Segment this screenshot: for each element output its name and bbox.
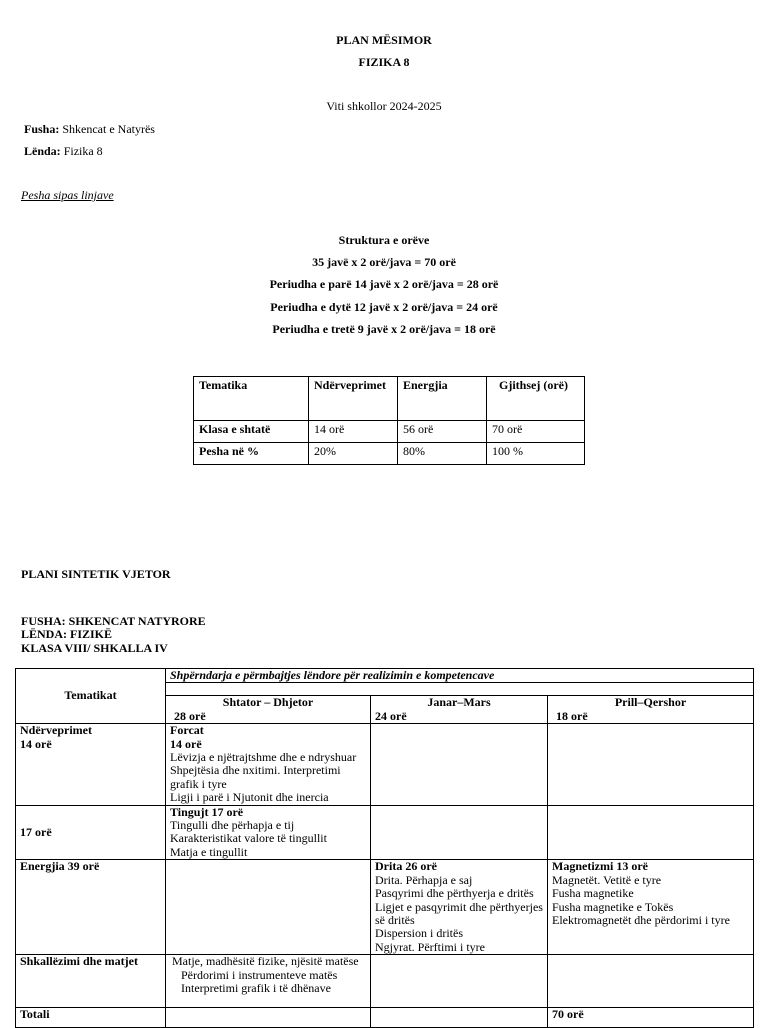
topic-item: Magnetët. Vetitë e tyre: [552, 872, 662, 887]
theme-name: Energjia 39 orë: [20, 859, 100, 874]
period-hours: 18 orë: [556, 708, 588, 723]
plan-header-row: [16, 669, 754, 683]
topic-item: Përdorimi i instrumenteve matës: [181, 967, 338, 982]
topic-item: Dispersion i dritës: [375, 926, 463, 941]
weight-header-cell: Tematika: [194, 377, 309, 421]
topic-title: Tingujt 17 orë: [170, 804, 244, 819]
topic-item: Karakteristikat valore të tingullit: [170, 831, 327, 846]
topic-item: Matje, madhësitë fizike, njësitë matëse: [172, 954, 359, 969]
topic-item: Fusha magnetike: [552, 886, 634, 901]
content-cell: [166, 724, 371, 805]
content-cell: [166, 955, 371, 1008]
theme-cell: [16, 955, 166, 1008]
content-cell: [371, 805, 548, 860]
theme-cell: [16, 860, 166, 955]
theme-hours: 14 orë: [20, 736, 52, 751]
fusha-value: Shkencat e Natyrës: [62, 122, 155, 136]
lenda-label: Lënda:: [24, 144, 61, 158]
topic-item: Drita. Përhapja e saj: [375, 872, 473, 887]
weight-cell: 80%: [398, 443, 487, 465]
period-name: Shtator – Dhjetor: [222, 695, 314, 710]
weight-header-cell: Gjithsej (orë): [487, 377, 585, 421]
synthetic-fusha: FUSHA: SHKENCAT NATYRORE: [21, 614, 206, 628]
structure-line: Periudha e dytë 12 javë x 2 orë/java = 24 orë: [270, 300, 498, 314]
period-hours: 28 orë: [174, 708, 206, 723]
lenda-line: [24, 144, 103, 159]
synthetic-lenda: LËNDA: FIZIKË: [21, 627, 113, 641]
weight-table-header-row: [194, 377, 585, 421]
weight-cell: 20%: [309, 443, 398, 465]
table-row: [16, 1008, 754, 1028]
table-row: [16, 805, 754, 860]
content-cell: [548, 724, 754, 805]
table-row: [16, 724, 754, 805]
content-cell: [548, 955, 754, 1008]
weight-cell: 70 orë: [487, 421, 585, 443]
topic-item: Ngjyrat. Përftimi i tyre: [375, 939, 485, 954]
weight-cell: 56 orë: [398, 421, 487, 443]
table-row: [16, 955, 754, 1008]
theme-name: Shkallëzimi dhe matjet: [20, 954, 138, 969]
content-cell: [371, 724, 548, 805]
school-year: Viti shkollor 2024-2025: [326, 99, 442, 113]
weight-table-row: [194, 443, 585, 465]
structure-title: Struktura e orëve: [338, 233, 430, 247]
weight-cell: 100 %: [487, 443, 585, 465]
pesha-link[interactable]: Pesha sipas linjave: [21, 188, 114, 202]
tematikat-header: Tematikat: [16, 669, 166, 724]
synthetic-klasa: KLASA VIII/ SHKALLA IV: [21, 641, 168, 655]
structure-line: Periudha e parë 14 javë x 2 orë/java = 28 orë: [269, 277, 499, 291]
synthetic-title: PLANI SINTETIK VJETOR: [21, 567, 171, 581]
content-cell: [371, 1008, 548, 1028]
topic-item: Interpretimi grafik i të dhënave: [181, 981, 331, 996]
period-name: Prill–Qershor: [614, 695, 687, 710]
content-cell: [548, 860, 754, 955]
period-cell: [371, 696, 548, 724]
structure-line: 35 javë x 2 orë/java = 70 orë: [312, 255, 456, 269]
topic-item: Ligji i parë i Njutonit dhe inercia: [170, 790, 329, 805]
weight-header-cell: Ndërveprimet: [309, 377, 398, 421]
topic-title: Drita 26 orë: [375, 859, 437, 874]
plan-table: [15, 668, 754, 1028]
lenda-value: Fizika 8: [63, 144, 103, 158]
spacer-cell: [166, 683, 754, 696]
weight-cell: Klasa e shtatë: [194, 421, 309, 443]
weight-table: [193, 376, 585, 465]
content-cell: [166, 1008, 371, 1028]
distribution-header: Shpërndarja e përmbajtjes lëndore për realizimin e kompetencave: [166, 669, 754, 683]
fusha-label: Fusha:: [24, 122, 60, 136]
fusha-line: [24, 122, 155, 137]
total-value: 70 orë: [548, 1008, 754, 1028]
period-cell: [166, 696, 371, 724]
subject-title: FIZIKA 8: [358, 55, 410, 69]
topic-title: Forcat: [170, 723, 204, 738]
topic-hours: 14 orë: [170, 736, 202, 751]
topic-item: Lëvizja e njëtrajtshme dhe e ndryshuar: [170, 750, 357, 765]
topic-title: Magnetizmi 13 orë: [552, 859, 648, 874]
content-cell: [371, 955, 548, 1008]
theme-cell: [16, 805, 166, 860]
content-cell: [548, 805, 754, 860]
weight-cell: 14 orë: [309, 421, 398, 443]
period-hours: 24 orë: [375, 708, 407, 723]
theme-cell: [16, 724, 166, 805]
theme-name: Ndërveprimet: [20, 723, 92, 738]
content-cell: [166, 805, 371, 860]
topic-item: Matja e tingullit: [170, 844, 248, 859]
topic-item: Ligjet e pasqyrimit dhe përthyerjes së dritës: [375, 899, 543, 927]
weight-table-row: [194, 421, 585, 443]
weight-header-cell: Energjia: [398, 377, 487, 421]
period-cell: [548, 696, 754, 724]
topic-item: Tingulli dhe përhapja e tij: [170, 818, 295, 833]
content-cell: [371, 860, 548, 955]
period-name: Janar–Mars: [427, 695, 491, 710]
topic-item: Elektromagnetët dhe përdorimi i tyre: [552, 912, 730, 927]
topic-item: Pasqyrimi dhe përthyerja e dritës: [375, 886, 534, 901]
total-label: Totali: [16, 1008, 166, 1028]
content-cell: [166, 860, 371, 955]
table-row: [16, 860, 754, 955]
topic-item: Fusha magnetike e Tokës: [552, 899, 674, 914]
structure-line: Periudha e tretë 9 javë x 2 orë/java = 18 orë: [272, 322, 496, 336]
topic-item: Shpejtësia dhe nxitimi. Interpretimi grafik i tyre: [170, 763, 341, 791]
theme-hours: 17 orë: [20, 824, 52, 839]
weight-cell: Pesha në %: [194, 443, 309, 465]
page-title: PLAN MËSIMOR: [336, 33, 432, 47]
